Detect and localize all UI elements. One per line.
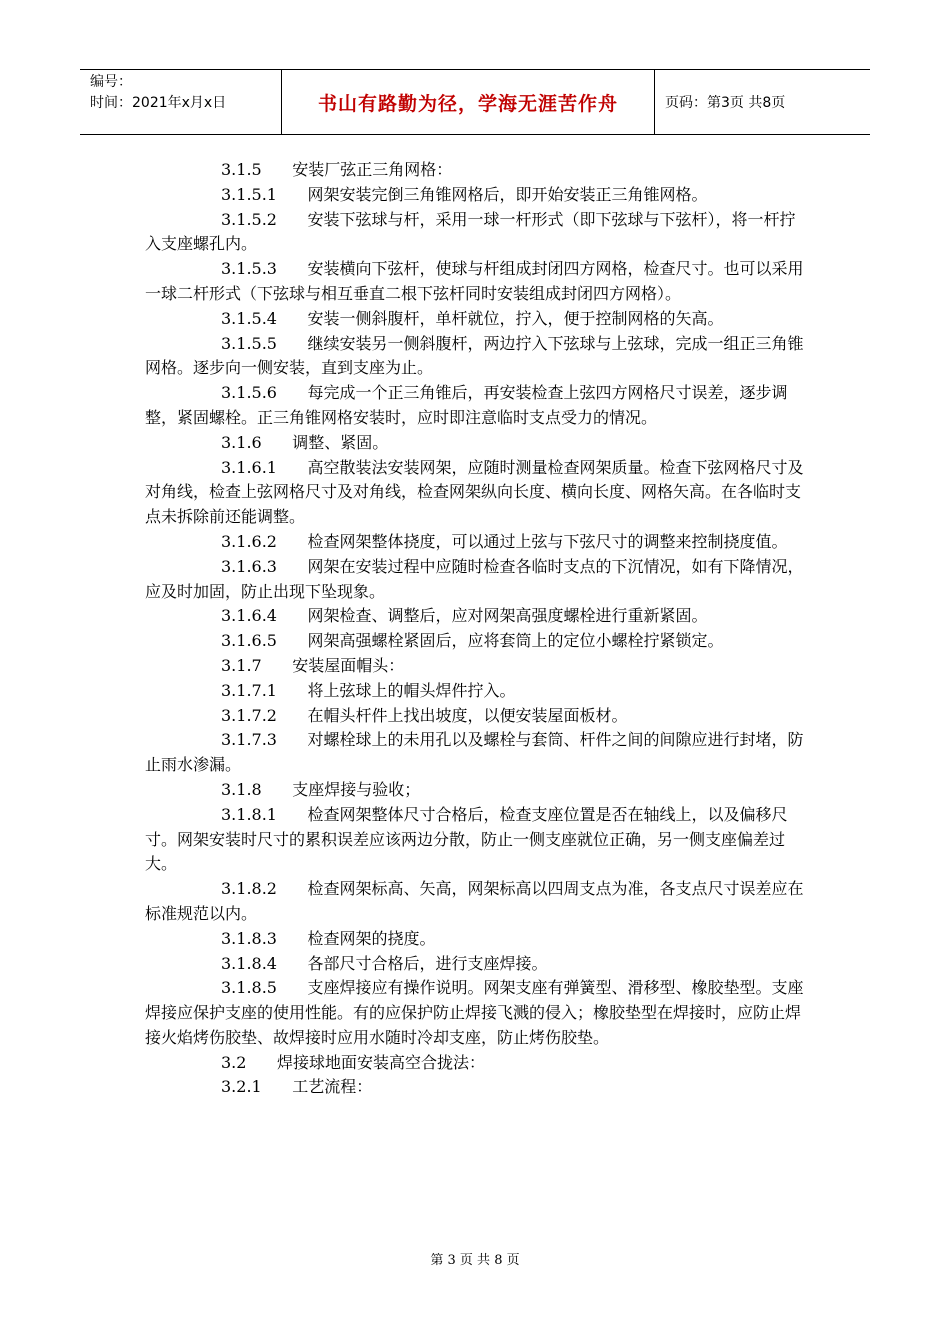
section-gap xyxy=(277,879,308,898)
paragraph xyxy=(145,1075,810,1100)
paragraph-text: 支座焊接与验收； xyxy=(292,779,421,799)
paragraph-text: 焊接球地面安装高空合拢法： xyxy=(276,1052,485,1072)
paragraph xyxy=(145,307,810,332)
paragraph-text: 每完成一个正三角锥后，再安装检查上弦四方网格尺寸误差，逐步调整，紧固螺栓。正三角锥网格安装时，应时即注意临时支点受力的情况。 xyxy=(145,383,788,427)
paragraph-text: 各部尺寸合格后，进行支座焊接。 xyxy=(307,953,548,973)
section-number: 3.1.8 xyxy=(221,779,262,799)
paragraph xyxy=(145,332,810,382)
section-number: 3.1.7.1 xyxy=(221,680,277,700)
paragraph-text: 安装下弦球与杆，采用一球一杆形式（即下弦球与下弦杆），将一杆拧入支座螺孔内。 xyxy=(145,209,796,254)
paragraph xyxy=(145,629,810,654)
section-gap xyxy=(277,706,308,725)
section-number: 3.1.8.5 xyxy=(221,978,277,998)
paragraph xyxy=(145,555,810,605)
section-number: 3.1.6.4 xyxy=(221,606,277,626)
paragraph xyxy=(145,976,810,1050)
section-gap xyxy=(277,210,308,229)
document-number-label: 编号： xyxy=(90,74,132,90)
page-header xyxy=(80,69,870,135)
section-number: 3.1.5.6 xyxy=(221,383,277,403)
section-gap xyxy=(246,1053,277,1072)
section-number: 3.1.7.2 xyxy=(221,705,277,725)
section-number: 3.1.5 xyxy=(221,160,262,179)
section-gap xyxy=(277,458,308,477)
section-number: 3.1.5.3 xyxy=(221,259,277,279)
section-gap xyxy=(277,259,308,278)
document-date: 时间：2021年x月x日 xyxy=(90,95,227,111)
paragraph-text: 检查网架整体挠度，可以通过上弦与下弦尺寸的调整来控制挠度值。 xyxy=(307,531,788,551)
section-number: 3.1.5.5 xyxy=(221,333,277,353)
header-meta xyxy=(80,70,282,134)
section-number: 3.1.8.3 xyxy=(221,928,277,948)
paragraph-text: 网架在安装过程中应随时检查各临时支点的下沉情况，如有下降情况，应及时加固，防止出现下坠现象。 xyxy=(145,556,804,601)
paragraph xyxy=(145,158,810,183)
paragraph xyxy=(145,257,810,307)
section-number: 3.2.1 xyxy=(221,1077,262,1097)
paragraph xyxy=(145,431,810,456)
paragraph-text: 对螺栓球上的未用孔以及螺栓与套筒、杆件之间的间隙应进行封堵，防止雨水渗漏。 xyxy=(145,730,804,775)
paragraph xyxy=(145,927,810,952)
paragraph-text: 在帽头杆件上找出坡度，以便安装屋面板材。 xyxy=(307,705,628,725)
section-gap xyxy=(277,532,308,551)
section-gap xyxy=(277,309,308,328)
section-number: 3.1.5.1 xyxy=(221,184,277,204)
section-gap xyxy=(262,1077,293,1096)
section-gap xyxy=(277,929,308,948)
paragraph xyxy=(145,803,810,877)
paragraph-text: 网架高强螺栓紧固后，应将套筒上的定位小螺栓拧紧锁定。 xyxy=(307,631,724,651)
paragraph xyxy=(145,1051,810,1076)
section-number: 3.1.8.1 xyxy=(221,804,277,824)
section-number: 3.1.7.3 xyxy=(221,730,277,750)
section-gap xyxy=(262,780,293,799)
section-gap xyxy=(262,160,293,179)
paragraph xyxy=(145,778,810,803)
paragraph xyxy=(145,952,810,977)
document-body xyxy=(145,158,810,1100)
paragraph-text: 安装横向下弦杆，使球与杆组成封闭四方网格，检查尺寸。也可以采用一球二杆形式（下弦球与相互垂直二根下弦杆同时安装组成封闭四方网格）。 xyxy=(145,259,804,303)
paragraph-text: 安装屋面帽头： xyxy=(292,655,405,675)
paragraph xyxy=(145,456,810,530)
paragraph xyxy=(145,728,810,778)
section-number: 3.1.6 xyxy=(221,432,262,452)
section-gap xyxy=(277,978,308,997)
section-number: 3.1.6.5 xyxy=(221,631,277,651)
section-number: 3.1.6.3 xyxy=(221,556,277,576)
paragraph-text: 检查网架整体尺寸合格后，检查支座位置是否在轴线上，以及偏移尺寸。网架安装时尺寸的累积误差应该两边分散，防止一侧支座就位正确，另一侧支座偏差过大。 xyxy=(145,804,788,874)
section-number: 3.1.8.2 xyxy=(221,879,277,899)
paragraph-text: 调整、紧固。 xyxy=(292,432,389,452)
paragraph-text: 网架安装完倒三角锥网格后，即开始安装正三角锥网格。 xyxy=(307,184,708,204)
paragraph xyxy=(145,654,810,679)
section-number: 3.2 xyxy=(221,1052,247,1072)
section-gap xyxy=(277,185,308,204)
header-slogan: 书山有路勤为径，学海无涯苦作舟 xyxy=(282,70,655,134)
section-number: 3.1.6.1 xyxy=(221,457,277,477)
paragraph-text: 将上弦球上的帽头焊件拧入。 xyxy=(307,680,516,700)
section-gap xyxy=(277,805,308,824)
section-number: 3.1.7 xyxy=(221,655,262,675)
section-number: 3.1.6.2 xyxy=(221,531,277,551)
paragraph xyxy=(145,530,810,555)
paragraph-text: 工艺流程： xyxy=(292,1077,373,1097)
section-gap xyxy=(277,383,308,402)
section-gap xyxy=(277,954,308,973)
paragraph-text: 检查网架的挠度。 xyxy=(307,928,436,948)
section-number: 3.1.5.4 xyxy=(221,308,277,328)
paragraph xyxy=(145,679,810,704)
paragraph-text: 网架检查、调整后，应对网架高强度螺栓进行重新紧固。 xyxy=(307,606,708,626)
section-gap xyxy=(277,631,308,650)
paragraph xyxy=(145,877,810,927)
paragraph xyxy=(145,604,810,629)
paragraph xyxy=(145,704,810,729)
paragraph-text: 安装一侧斜腹杆，单杆就位，拧入，便于控制网格的矢高。 xyxy=(307,308,724,328)
header-page-info: 页码：第3页 共8页 xyxy=(665,95,786,111)
section-gap xyxy=(277,681,308,700)
section-gap xyxy=(262,656,293,675)
section-gap xyxy=(277,606,308,625)
page-footer: 第 3 页 共 8 页 xyxy=(430,1253,520,1268)
section-gap xyxy=(277,334,308,353)
paragraph-text: 继续安装另一侧斜腹杆，两边拧入下弦球与上弦球，完成一组正三角锥网格。逐步向一侧安装，直到支座为止。 xyxy=(145,333,804,378)
section-gap xyxy=(277,557,308,576)
paragraph xyxy=(145,381,810,431)
paragraph xyxy=(145,208,810,258)
section-gap xyxy=(262,433,293,452)
paragraph xyxy=(145,183,810,208)
paragraph-text: 检查网架标高、矢高，网架标高以四周支点为准，各支点尺寸误差应在标准规范以内。 xyxy=(145,879,804,923)
paragraph-text: 高空散装法安装网架，应随时测量检查网架质量。检查下弦网格尺寸及对角线，检查上弦网格尺寸及对角线，检查网架纵向长度、横向长度、网格矢高。在各临时支点未拆除前还能调整。 xyxy=(145,457,804,527)
section-gap xyxy=(277,730,308,749)
paragraph-text: 安装厂弦正三角网格： xyxy=(292,160,453,179)
section-number: 3.1.8.4 xyxy=(221,953,277,973)
section-number: 3.1.5.2 xyxy=(221,209,277,229)
paragraph-text: 支座焊接应有操作说明。网架支座有弹簧型、滑移型、橡胶垫型。支座焊接应保护支座的使用性能。有的应保护防止焊接飞溅的侵入；橡胶垫型在焊接时，应防止焊接火焰烤伤胶垫、故焊接时应用水随时冷却支座，防止烤伤胶垫。 xyxy=(145,978,804,1047)
